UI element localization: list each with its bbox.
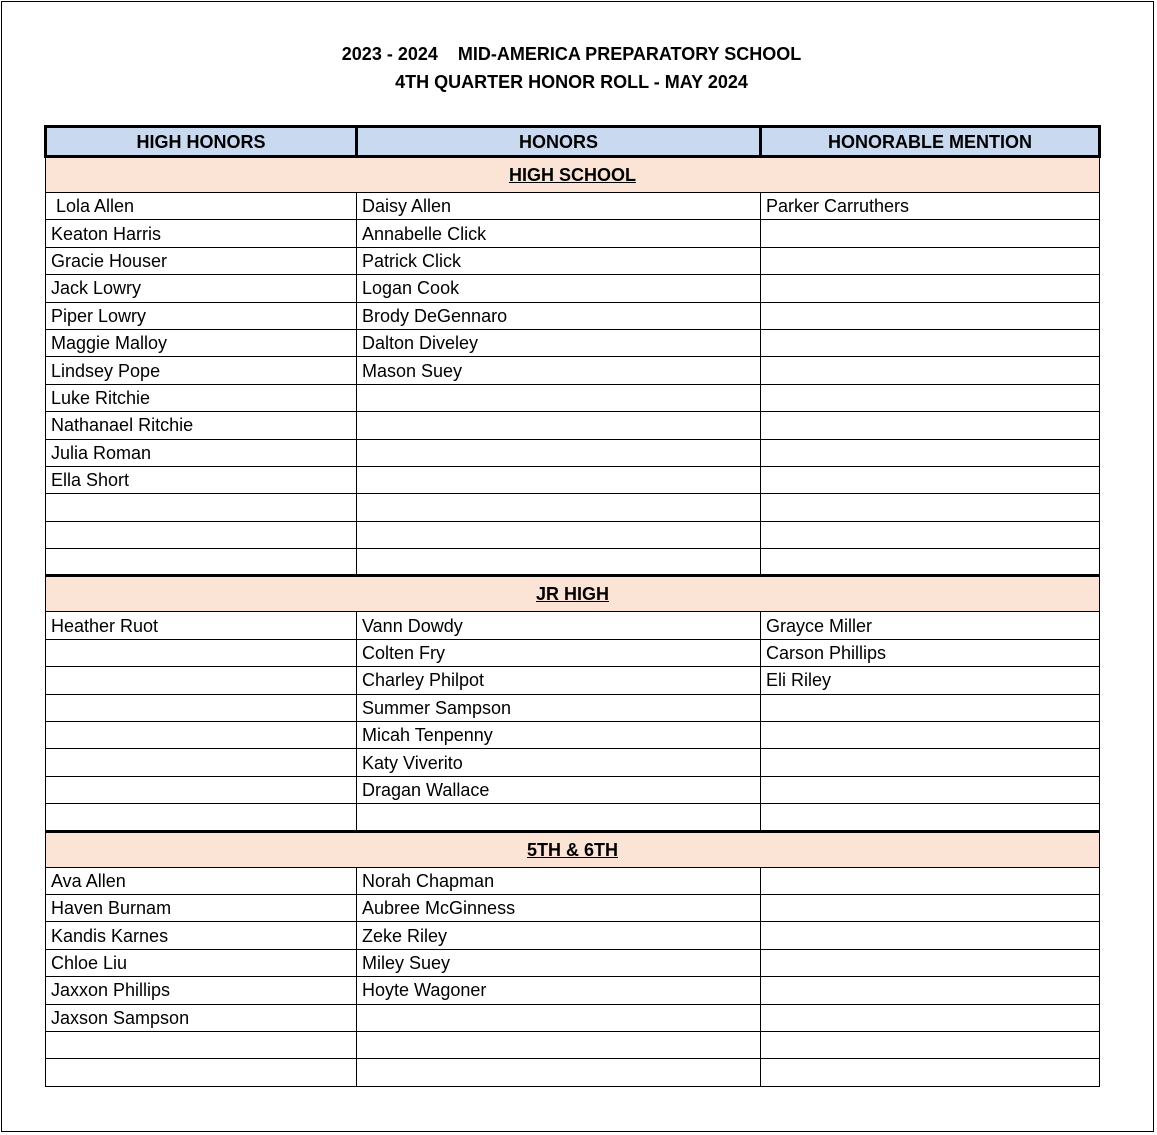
high-honors-cell: Heather Ruot bbox=[46, 612, 357, 639]
honors-cell bbox=[357, 494, 761, 521]
honors-cell: Annabelle Click bbox=[357, 220, 761, 247]
honors-cell bbox=[357, 804, 761, 831]
honors-cell bbox=[357, 466, 761, 493]
honorable-mention-cell bbox=[761, 549, 1100, 576]
high-honors-cell bbox=[46, 749, 357, 776]
honorable-mention-cell bbox=[761, 466, 1100, 493]
honorable-mention-cell bbox=[761, 1031, 1100, 1058]
high-honors-cell: Maggie Malloy bbox=[46, 329, 357, 356]
honorable-mention-cell bbox=[761, 949, 1100, 976]
honors-cell bbox=[357, 384, 761, 411]
high-honors-cell bbox=[46, 667, 357, 694]
honors-cell: Logan Cook bbox=[357, 275, 761, 302]
honorable-mention-cell bbox=[761, 722, 1100, 749]
table-row bbox=[46, 667, 1100, 694]
table-row bbox=[46, 1059, 1100, 1086]
honors-cell: Daisy Allen bbox=[357, 193, 761, 220]
section-title: HIGH SCHOOL bbox=[46, 157, 1100, 193]
high-honors-cell: Nathanael Ritchie bbox=[46, 412, 357, 439]
high-honors-cell: Chloe Liu bbox=[46, 949, 357, 976]
high-honors-cell: Julia Roman bbox=[46, 439, 357, 466]
honors-cell: Miley Suey bbox=[357, 949, 761, 976]
table-row bbox=[46, 949, 1100, 976]
high-honors-cell: Keaton Harris bbox=[46, 220, 357, 247]
column-header-honorable-mention: HONORABLE MENTION bbox=[761, 127, 1100, 157]
honors-cell: Dalton Diveley bbox=[357, 329, 761, 356]
high-honors-cell bbox=[46, 1059, 357, 1086]
honors-cell bbox=[357, 521, 761, 548]
table-row bbox=[46, 804, 1100, 831]
section-header-row bbox=[46, 576, 1100, 612]
high-honors-cell: Haven Burnam bbox=[46, 894, 357, 921]
section-title: JR HIGH bbox=[46, 576, 1100, 612]
high-honors-cell bbox=[46, 549, 357, 576]
table-row bbox=[46, 867, 1100, 894]
high-honors-cell bbox=[46, 1031, 357, 1058]
table-row bbox=[46, 894, 1100, 921]
high-honors-cell: Lindsey Pope bbox=[46, 357, 357, 384]
table-row bbox=[46, 749, 1100, 776]
table-row bbox=[46, 384, 1100, 411]
honorable-mention-cell: Grayce Miller bbox=[761, 612, 1100, 639]
table-row bbox=[46, 466, 1100, 493]
honors-cell bbox=[357, 439, 761, 466]
table-row bbox=[46, 193, 1100, 220]
high-honors-cell: Piper Lowry bbox=[46, 302, 357, 329]
honors-cell: Summer Sampson bbox=[357, 694, 761, 721]
honors-cell: Norah Chapman bbox=[357, 867, 761, 894]
high-honors-cell bbox=[46, 694, 357, 721]
high-honors-cell bbox=[46, 722, 357, 749]
high-honors-cell bbox=[46, 639, 357, 666]
honorable-mention-cell bbox=[761, 521, 1100, 548]
table-row bbox=[46, 1031, 1100, 1058]
high-honors-cell bbox=[46, 776, 357, 803]
table-row bbox=[46, 922, 1100, 949]
honorable-mention-cell bbox=[761, 977, 1100, 1004]
honors-cell bbox=[357, 1004, 761, 1031]
honorable-mention-cell bbox=[761, 384, 1100, 411]
honorable-mention-cell bbox=[761, 412, 1100, 439]
high-honors-cell bbox=[46, 804, 357, 831]
table-row bbox=[46, 1004, 1100, 1031]
high-honors-cell: Jack Lowry bbox=[46, 275, 357, 302]
table-row bbox=[46, 220, 1100, 247]
high-honors-cell: Ava Allen bbox=[46, 867, 357, 894]
honors-cell: Vann Dowdy bbox=[357, 612, 761, 639]
honorable-mention-cell: Eli Riley bbox=[761, 667, 1100, 694]
honors-cell bbox=[357, 412, 761, 439]
honors-cell: Hoyte Wagoner bbox=[357, 977, 761, 1004]
table-row bbox=[46, 329, 1100, 356]
honorable-mention-cell: Parker Carruthers bbox=[761, 193, 1100, 220]
honorable-mention-cell bbox=[761, 1059, 1100, 1086]
honors-cell bbox=[357, 1059, 761, 1086]
honorable-mention-cell bbox=[761, 694, 1100, 721]
document-title: 2023 - 2024 MID-AMERICA PREPARATORY SCHOOL bbox=[341, 44, 802, 64]
high-honors-cell: Gracie Houser bbox=[46, 247, 357, 274]
column-header-row bbox=[46, 127, 1100, 157]
honorable-mention-cell bbox=[761, 302, 1100, 329]
honorable-mention-cell bbox=[761, 894, 1100, 921]
honorable-mention-cell bbox=[761, 1004, 1100, 1031]
honors-cell: Aubree McGinness bbox=[357, 894, 761, 921]
honors-cell: Colten Fry bbox=[357, 639, 761, 666]
high-honors-cell: Luke Ritchie bbox=[46, 384, 357, 411]
honors-cell: Brody DeGennaro bbox=[357, 302, 761, 329]
honorable-mention-cell bbox=[761, 275, 1100, 302]
table-row bbox=[46, 722, 1100, 749]
table-row bbox=[46, 302, 1100, 329]
table-row bbox=[46, 776, 1100, 803]
column-header-honors: HONORS bbox=[357, 127, 761, 157]
honors-cell bbox=[357, 549, 761, 576]
table-row bbox=[46, 439, 1100, 466]
high-honors-cell bbox=[46, 494, 357, 521]
document-subtitle: 4TH QUARTER HONOR ROLL - MAY 2024 bbox=[395, 72, 748, 92]
honors-cell: Mason Suey bbox=[357, 357, 761, 384]
honorable-mention-cell bbox=[761, 804, 1100, 831]
table-row bbox=[46, 549, 1100, 576]
table-row bbox=[46, 694, 1100, 721]
honorable-mention-cell bbox=[761, 867, 1100, 894]
honors-cell bbox=[357, 1031, 761, 1058]
honors-cell: Patrick Click bbox=[357, 247, 761, 274]
honor-roll-body bbox=[46, 157, 1100, 1087]
table-row bbox=[46, 612, 1100, 639]
honorable-mention-cell bbox=[761, 749, 1100, 776]
honors-cell: Micah Tenpenny bbox=[357, 722, 761, 749]
table-row bbox=[46, 275, 1100, 302]
section-header-row bbox=[46, 157, 1100, 193]
table-row bbox=[46, 412, 1100, 439]
honorable-mention-cell bbox=[761, 439, 1100, 466]
high-honors-cell: Jaxson Sampson bbox=[46, 1004, 357, 1031]
high-honors-cell: Jaxxon Phillips bbox=[46, 977, 357, 1004]
honors-cell: Katy Viverito bbox=[357, 749, 761, 776]
high-honors-cell: Ella Short bbox=[46, 466, 357, 493]
honors-cell: Charley Philpot bbox=[357, 667, 761, 694]
high-honors-cell bbox=[46, 521, 357, 548]
honorable-mention-cell bbox=[761, 357, 1100, 384]
honorable-mention-cell bbox=[761, 247, 1100, 274]
high-honors-cell: Lola Allen bbox=[46, 193, 357, 220]
table-row bbox=[46, 247, 1100, 274]
honorable-mention-cell bbox=[761, 329, 1100, 356]
honors-cell: Zeke Riley bbox=[357, 922, 761, 949]
column-header-high-honors: HIGH HONORS bbox=[46, 127, 357, 157]
section-title: 5TH & 6TH bbox=[46, 831, 1100, 867]
table-row bbox=[46, 357, 1100, 384]
honors-cell: Dragan Wallace bbox=[357, 776, 761, 803]
table-row bbox=[46, 521, 1100, 548]
section-header-row bbox=[46, 831, 1100, 867]
honor-roll-table bbox=[44, 125, 1101, 1087]
honorable-mention-cell bbox=[761, 922, 1100, 949]
honorable-mention-cell bbox=[761, 220, 1100, 247]
table-row bbox=[46, 639, 1100, 666]
table-row bbox=[46, 494, 1100, 521]
high-honors-cell: Kandis Karnes bbox=[46, 922, 357, 949]
honorable-mention-cell bbox=[761, 494, 1100, 521]
table-row bbox=[46, 977, 1100, 1004]
honorable-mention-cell bbox=[761, 776, 1100, 803]
honorable-mention-cell: Carson Phillips bbox=[761, 639, 1100, 666]
